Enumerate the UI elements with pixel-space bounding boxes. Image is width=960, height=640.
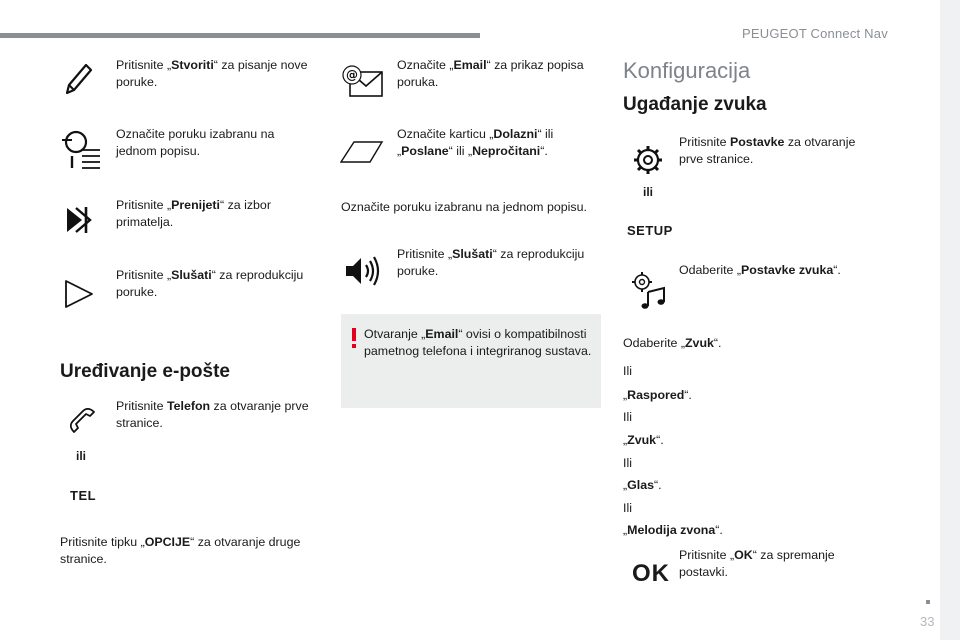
col3-line-3: Ili bbox=[623, 410, 632, 424]
col3-line-2: „Raspored“. bbox=[623, 388, 692, 402]
gear-icon bbox=[632, 144, 664, 176]
warning-icon bbox=[350, 328, 358, 348]
col2-tabs: Označite karticu „Dolazni“ ili „Poslane“ ili „Nepročitani“. bbox=[397, 127, 554, 158]
col3-zvuk: Odaberite „Zvuk“. bbox=[623, 336, 722, 350]
col3-ili: ili bbox=[643, 185, 654, 199]
col1-item-3: Pritisnite „Prenijeti“ za izbor primatelja. bbox=[116, 198, 271, 229]
col3-line-5: Ili bbox=[623, 456, 632, 470]
col1-ili: ili bbox=[76, 449, 87, 463]
col1-phone: Pritisnite Telefon za otvaranje prve stranice. bbox=[116, 399, 309, 430]
setup-button-label: SETUP bbox=[627, 223, 673, 238]
section-heading-email: Uređivanje e-pošte bbox=[60, 361, 230, 382]
col3-line-8: „Melodija zvona“. bbox=[623, 523, 723, 537]
message-list-icon bbox=[60, 126, 102, 170]
side-strip bbox=[940, 0, 960, 640]
header-title: PEUGEOT Connect Nav bbox=[742, 26, 888, 41]
col1-item-1: Pritisnite „Stvoriti“ za pisanje nove poruke. bbox=[116, 58, 308, 89]
col3-sound: Odaberite „Postavke zvuka“. bbox=[679, 263, 841, 277]
col1-item-4: Pritisnite „Slušati“ za reprodukciju poruke. bbox=[116, 268, 304, 299]
email-icon bbox=[342, 64, 384, 100]
speaker-icon bbox=[344, 254, 382, 288]
ok-button-label: OK bbox=[632, 560, 670, 587]
col1-bottom: Pritisnite tipku „OPCIJE“ za otvaranje druge stranice. bbox=[60, 535, 301, 566]
play-triangle-icon bbox=[62, 278, 96, 310]
col3-line-6: „Glas“. bbox=[623, 478, 662, 492]
col2-note: Otvaranje „Email“ ovisi o kompatibilnosti pametnog telefona i integriranog sustava. bbox=[364, 327, 592, 358]
page-title: Konfiguracija bbox=[623, 58, 751, 83]
svg-text:@: @ bbox=[346, 68, 358, 82]
page-number: 33 bbox=[920, 614, 935, 629]
pencil-icon bbox=[62, 60, 94, 96]
forward-arrow-icon bbox=[64, 204, 92, 236]
sound-settings-icon bbox=[630, 270, 668, 310]
col2-email: Označite „Email“ za prikaz popisa poruka. bbox=[397, 58, 584, 89]
col3-line-7: Ili bbox=[623, 501, 632, 515]
col3-ok: Pritisnite „OK“ za spremanje postavki. bbox=[679, 548, 835, 579]
phone-icon bbox=[68, 406, 98, 436]
page-dot bbox=[926, 600, 930, 604]
col3-line-1: Ili bbox=[623, 364, 632, 378]
section-heading-sound: Ugađanje zvuka bbox=[623, 94, 767, 115]
col1-item-2: Označite poruku izabranu na jednom popisu. bbox=[116, 127, 275, 158]
tab-icon bbox=[340, 140, 386, 164]
header-bar bbox=[0, 33, 480, 38]
col3-line-4: „Zvuk“. bbox=[623, 433, 664, 447]
tel-button-label: TEL bbox=[70, 488, 97, 503]
col2-listen: Pritisnite „Slušati“ za reprodukciju poruke. bbox=[397, 247, 585, 278]
col2-select: Označite poruku izabranu na jednom popisu. bbox=[341, 200, 587, 214]
col3-settings: Pritisnite Postavke za otvaranje prve stranice. bbox=[679, 135, 856, 166]
